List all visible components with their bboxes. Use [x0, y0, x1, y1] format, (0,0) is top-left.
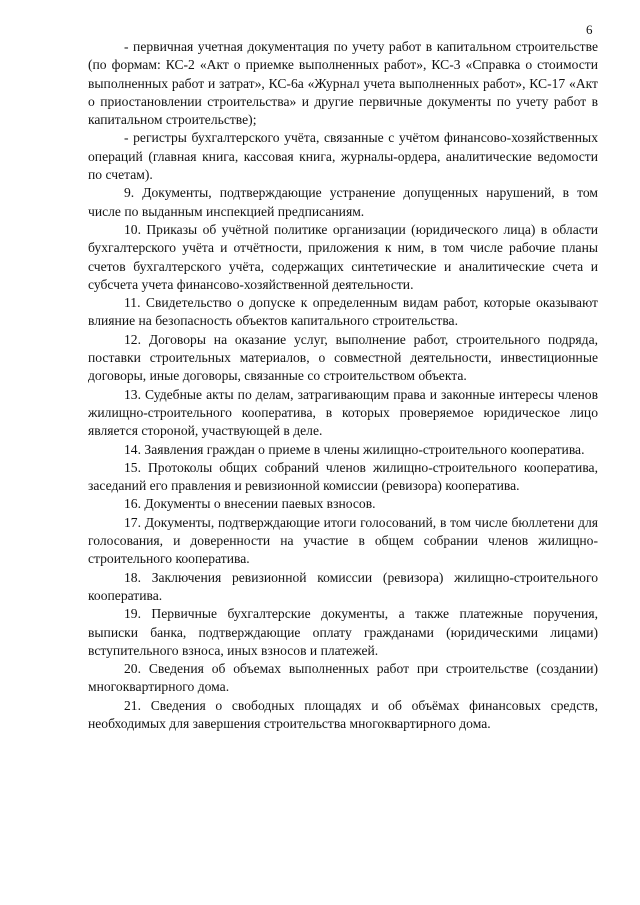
paragraph-item-18: 18. Заключения ревизионной комиссии (ревизора) жилищно-строительного кооператива. — [88, 569, 598, 603]
document-body — [88, 38, 598, 733]
paragraph-item-17: 17. Документы, подтверждающие итоги голосований, в том числе бюллетени для голосования, и доверенности на участие в общем собрании членов жилищно-строительного кооператива. — [88, 514, 598, 567]
paragraph-item-12: 12. Договоры на оказание услуг, выполнение работ, строительного подряда, поставки строительных материалов, о совместной деятельности, инвестиционные договоры, иные договоры, связанные со строительством объекта. — [88, 331, 598, 384]
paragraph-item-16: 16. Документы о внесении паевых взносов. — [124, 496, 376, 512]
paragraph-item-10: 10. Приказы об учётной политике организации (юридического лица) в области бухгалтерского учёта и отчётности, приложения к ним, в том числе рабочие планы счетов бухгалтерского учёта, содержащих синтетические и аналитические счета и субсчета учета финансово-хозяйственной деятельности. — [88, 221, 598, 292]
paragraph-item-13: 13. Судебные акты по делам, затрагивающим права и законные интересы членов жилищно-строительного кооператива, в которых проверяемое юридическое лицо является стороной, участвующей в деле. — [88, 386, 598, 439]
paragraph-item-11: 11. Свидетельство о допуске к определенным видам работ, которые оказывают влияние на безопасность объектов капитального строительства. — [88, 295, 598, 329]
paragraph-item-19: 19. Первичные бухгалтерские документы, а также платежные поручения, выписки банка, подтверждающие оплату гражданами (юридическими лицами) вступительного взноса, иных взносов и платежей. — [88, 606, 598, 658]
paragraph-primary-documentation: - первичная учетная документация по учету работ в капитальном строительстве (по формам: КС-2 «Акт о приемке выполненных работ», КС-3 «Справка о стоимости выполненных работ и затрат», КС-6а «Журнал учета выполненных работ», КС-17 «Акт о приостановлении строительства» и другие первичные документы по учету работ в капитальном строительстве); — [88, 39, 598, 128]
paragraph-item-21: 21. Сведения о свободных площадях и об объёмах финансовых средств, необходимых для завершения строительства многоквартирного дома. — [88, 697, 598, 731]
page-number: 6 — [586, 22, 593, 37]
paragraph-item-20: 20. Сведения об объемах выполненных работ при строительстве (создании) многоквартирного дома. — [88, 661, 598, 695]
paragraph-accounting-registers: - регистры бухгалтерского учёта, связанные с учётом финансово-хозяйственных операций (главная книга, кассовая книга, журналы-ордера, аналитические ведомости по счетам). — [88, 130, 598, 183]
paragraph-item-15: 15. Протоколы общих собраний членов жилищно-строительного кооператива, заседаний его правления и ревизионной комиссии (ревизора) кооператива. — [88, 459, 598, 494]
paragraph-item-9: 9. Документы, подтверждающие устранение допущенных нарушений, в том числе по выданным инспекцией предписаниям. — [88, 185, 598, 219]
paragraph-item-14: 14. Заявления граждан о приеме в члены жилищно-строительного кооператива. — [124, 441, 585, 457]
